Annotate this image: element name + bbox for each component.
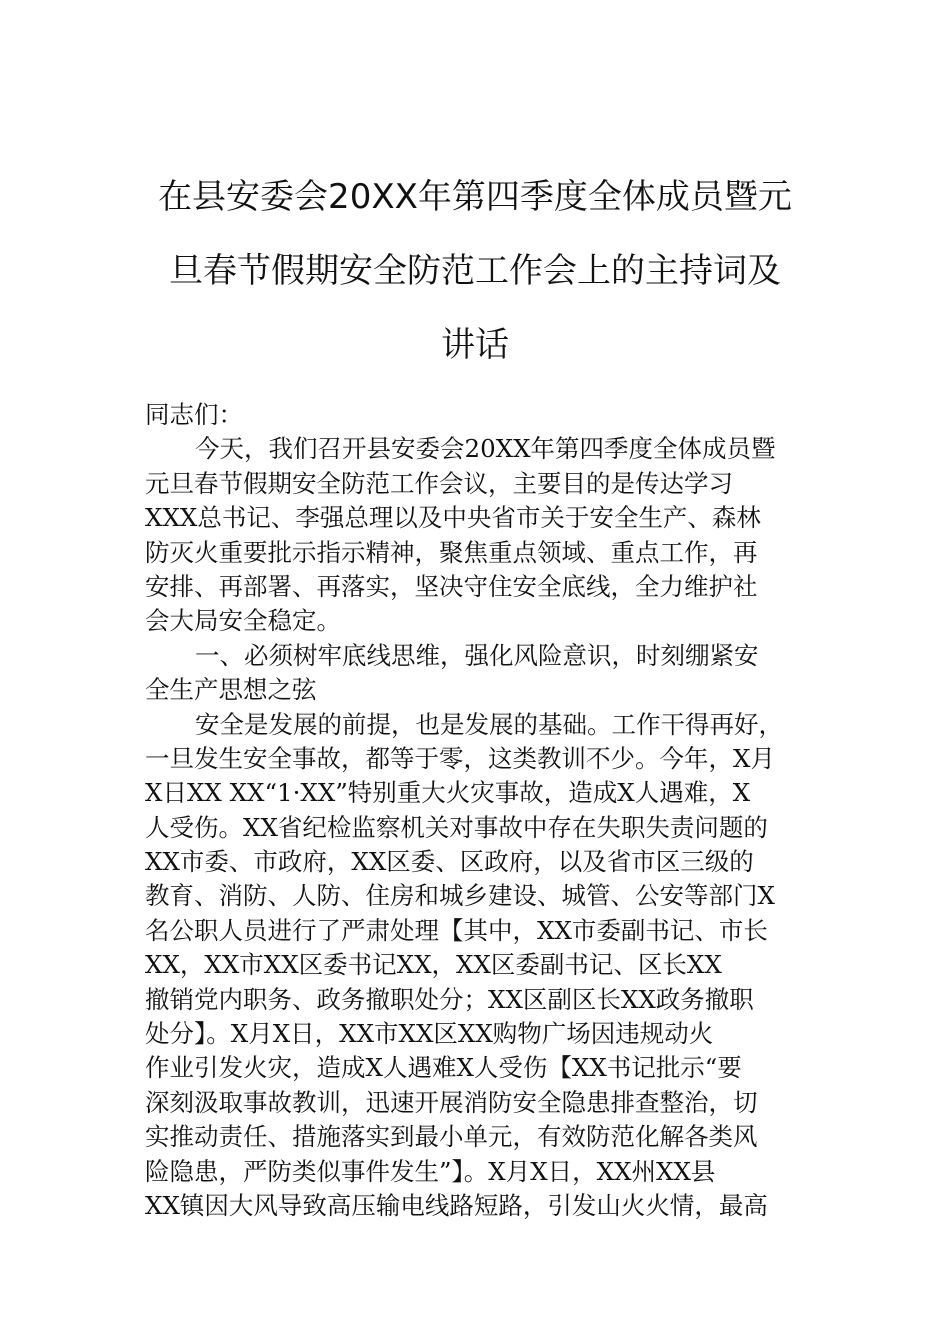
body-line: 处分】。X月X日，XX市XX区XX购物广场因违规动火 [145, 1019, 714, 1049]
body-line: 名公职人员进行了严肃处理【其中，XX市委副书记、市长 [145, 915, 768, 945]
body-line: 今天，我们召开县安委会20XX年第四季度全体成员暨 [195, 434, 776, 464]
body-line: 一旦发生安全事故，都等于零，这类教训不少。今年，X月 [145, 743, 775, 773]
body-line: XX市委、市政府，XX区委、区政府，以及省市区三级的 [145, 847, 754, 877]
body-line: 会大局安全稳定。 [145, 606, 341, 636]
body-line: X日XX XX“1·XX”特别重大火灾事故，造成X人遇难，X [145, 778, 751, 808]
body-line: 作业引发火灾，造成X人遇难X人受伤【XX书记批示“要 [145, 1053, 742, 1083]
body-line: XX镇因大风导致高压输电线路短路，引发山火火情，最高 [145, 1190, 768, 1220]
body-line: 安全是发展的前提，也是发展的基础。工作干得再好， [195, 709, 783, 739]
body-line: 防灭火重要批示指示精神，聚焦重点领域、重点工作，再 [145, 537, 758, 567]
title-line-3: 讲话 [441, 325, 509, 365]
title-line-1: 在县安委会20XX年第四季度全体成员暨元 [158, 177, 792, 217]
section-heading-line: 一、必须树牢底线思维，强化风险意识，时刻绷紧安 [195, 640, 759, 670]
document-title [130, 160, 820, 382]
body-line: XXX总书记、李强总理以及中央省市关于安全生产、森林 [145, 503, 761, 533]
body-line: XX，XX市XX区委书记XX，XX区委副书记、区长XX [145, 950, 722, 980]
salutation: 同志们： [145, 400, 243, 429]
body-line: 撤销党内职务、政务撤职处分；XX区副区长XX政务撤职 [145, 984, 754, 1014]
body-line: 人受伤。XX省纪检监察机关对事故中存在失职失责问题的 [145, 812, 768, 842]
body-line: 深刻汲取事故教训，迅速开展消防安全隐患排查整治，切 [145, 1087, 758, 1117]
body-line: 实推动责任、措施落实到最小单元，有效防范化解各类风 [145, 1122, 758, 1152]
body-line: 安排、再部署、再落实，坚决守住安全底线，全力维护社 [145, 571, 758, 601]
title-line-2: 旦春节假期安全防范工作会上的主持词及 [169, 251, 781, 291]
body-line: 元旦春节假期安全防范工作会议，主要目的是传达学习 [145, 468, 733, 498]
document-body [145, 398, 815, 1223]
body-line: 教育、消防、人防、住房和城乡建设、城管、公安等部门X [145, 881, 775, 911]
body-line: 险隐患，严防类似事件发生”】。X月X日，XX州XX县 [145, 1156, 716, 1186]
section-heading-line: 全生产思想之弦 [145, 675, 317, 705]
